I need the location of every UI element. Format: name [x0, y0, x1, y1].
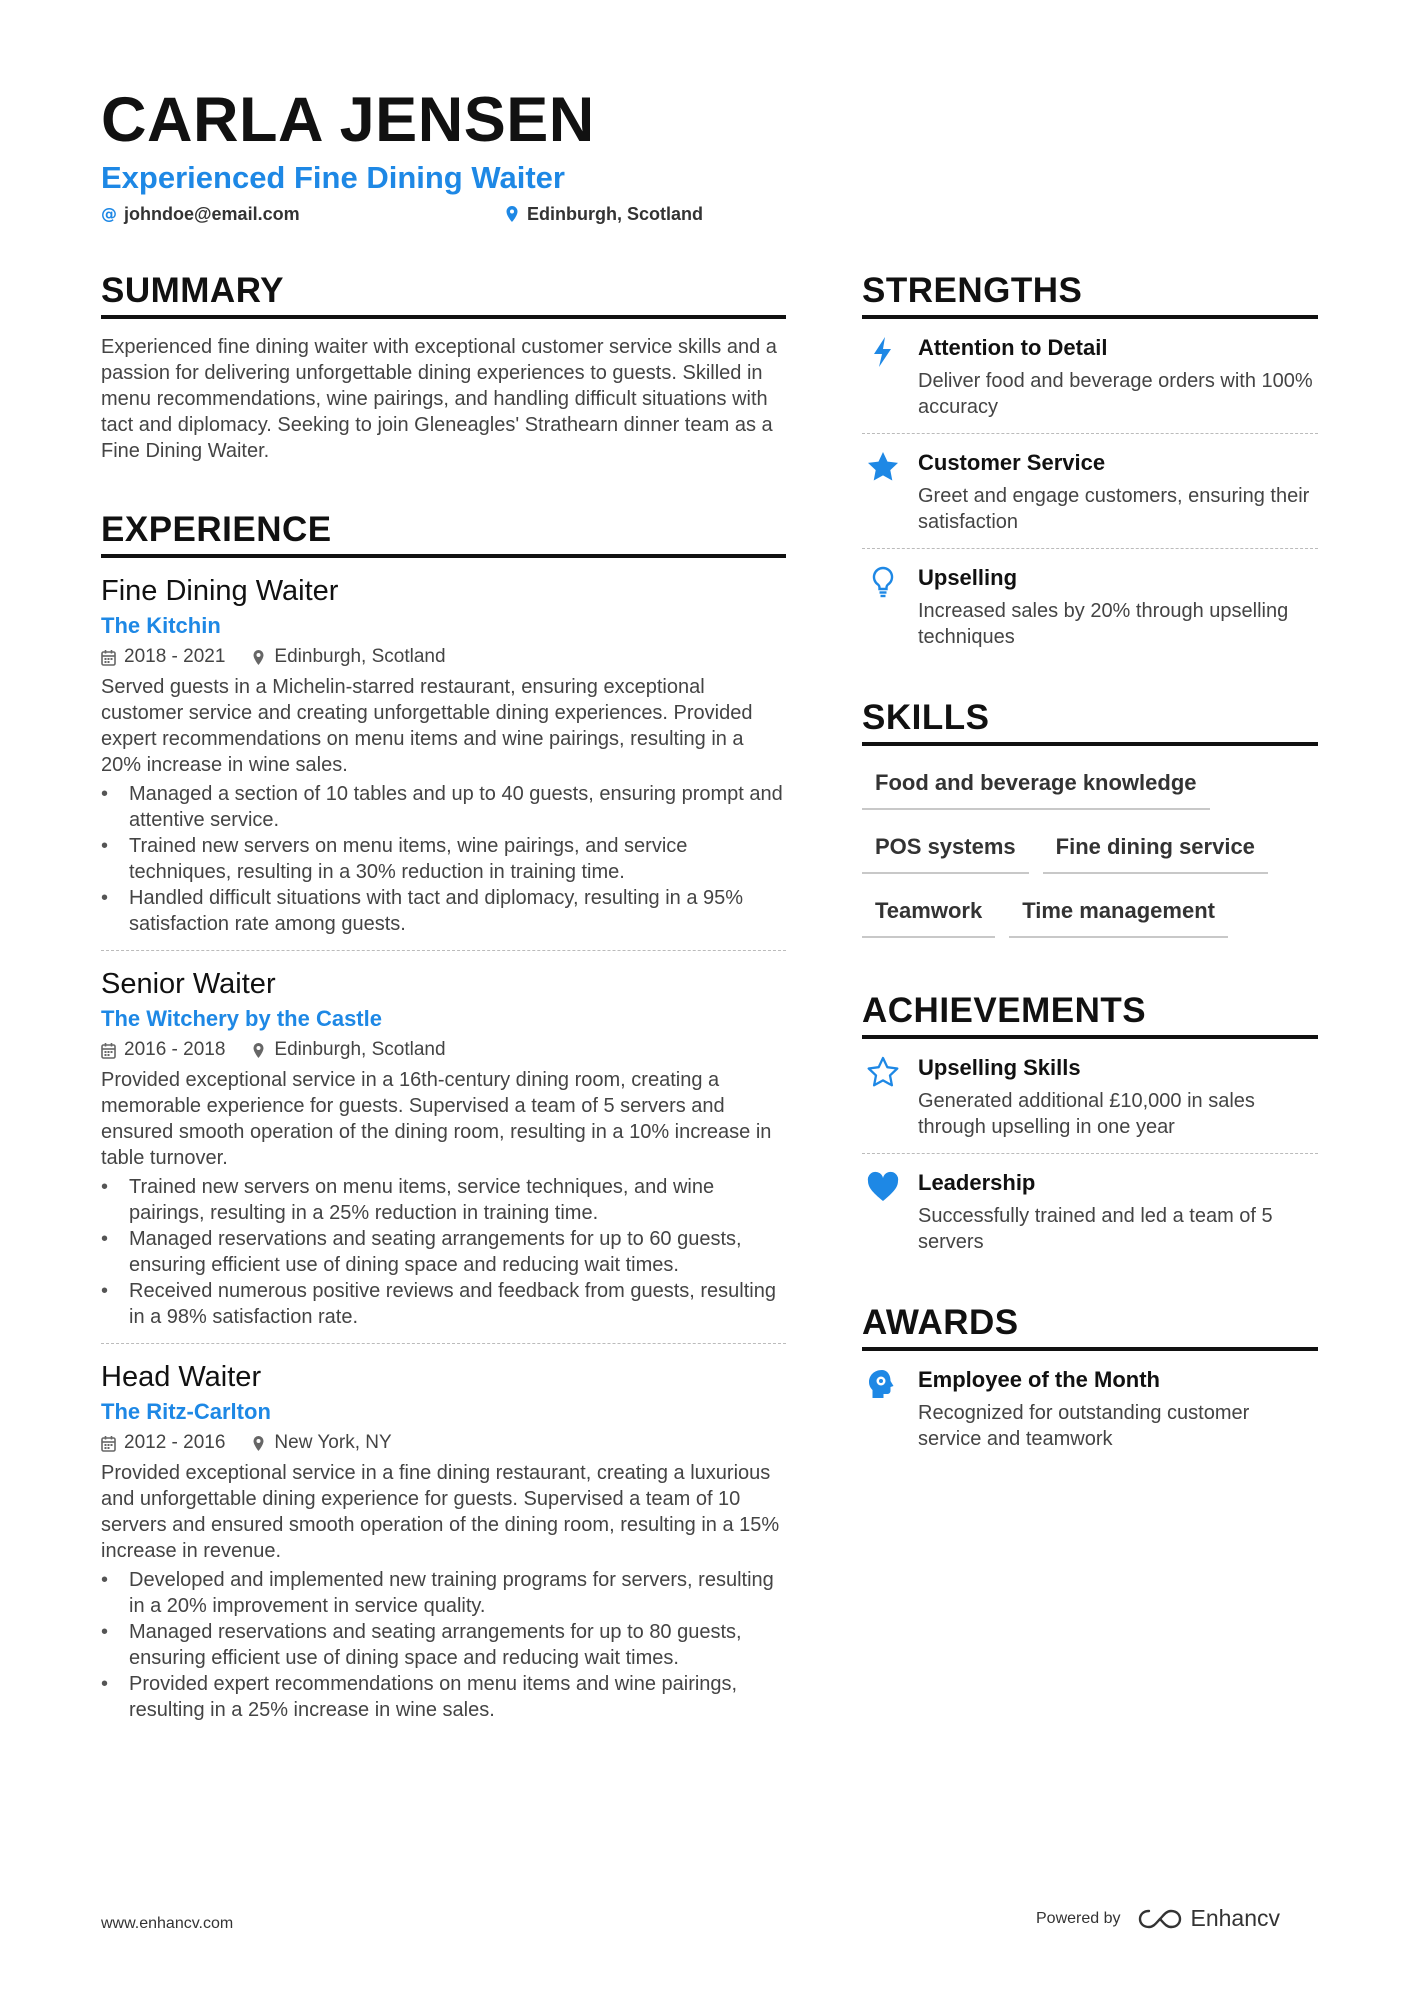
job-company: The Witchery by the Castle [101, 1006, 382, 1031]
location-pin-icon [251, 1042, 266, 1059]
head-idea-icon [866, 1367, 900, 1401]
lightning-icon [866, 335, 900, 369]
strength-item [862, 549, 1318, 663]
job-dates: 2016 - 2018 [124, 1039, 226, 1060]
skill-tag: Time management [1009, 888, 1228, 938]
strength-item [862, 319, 1318, 434]
strengths-heading: STRENGTHS [862, 270, 1318, 319]
awards-list [862, 1351, 1318, 1465]
job-bullet: • Managed reservations and seating arrangements for up to 60 guests, ensuring efficient use of dining space and reducing wait times. [101, 1226, 786, 1278]
job-bullet: • Provided expert recommendations on menu items and wine pairings, resulting in a 25% increase in wine sales. [101, 1671, 786, 1723]
job-title: Head Waiter [101, 1361, 262, 1393]
job-meta [101, 1037, 786, 1063]
svg-text:@: @ [101, 205, 117, 223]
footer-website[interactable]: www.enhancv.com [101, 1915, 234, 1932]
job-bullet: • Received numerous positive reviews and feedback from guests, resulting in a 98% satisfaction rate. [101, 1278, 786, 1330]
powered-by-text: Powered by [1036, 1909, 1121, 1927]
job-description: Provided exceptional service in a 16th-century dining room, creating a memorable experience for guests. Supervised a team of 5 servers and ensured smooth operation of the dining room, resulting in a 10% increase in table turnover. [101, 1069, 772, 1169]
skill-tag: POS systems [862, 824, 1029, 874]
job-description: Provided exceptional service in a fine dining restaurant, creating a luxurious and unforgettable dining experience for guests. Supervised a team of 10 servers and ensured smooth operation of the dining room, resulting in a 15% increase in revenue. [101, 1462, 780, 1562]
achievements-list [862, 1039, 1318, 1268]
strength-title: Attention to Detail [918, 335, 1108, 360]
heart-icon [866, 1170, 900, 1204]
job-entry [101, 1344, 786, 1736]
job-bullets [101, 781, 786, 937]
strength-title: Upselling [918, 565, 1018, 590]
strength-text: Greet and engage customers, ensuring their satisfaction [918, 485, 1310, 533]
location-pin-icon [504, 205, 520, 223]
lightbulb-icon [866, 565, 900, 599]
at-icon [101, 205, 117, 223]
award-text: Recognized for outstanding customer service and teamwork [918, 1402, 1250, 1450]
skills-list [862, 760, 1318, 952]
right-column [862, 270, 1318, 1465]
job-entry [101, 951, 786, 1344]
achievement-title: Leadership [918, 1170, 1036, 1195]
job-location: Edinburgh, Scotland [274, 1039, 446, 1060]
enhancv-logo-icon [1137, 1907, 1183, 1931]
job-location: New York, NY [274, 1432, 392, 1453]
left-column [101, 270, 786, 1736]
strength-title: Customer Service [918, 450, 1106, 475]
contact-email[interactable] [101, 202, 300, 226]
strength-text: Increased sales by 20% through upselling techniques [918, 600, 1289, 648]
job-bullet: • Trained new servers on menu items, wine pairings, and service techniques, resulting in a 30% reduction in training time. [101, 833, 786, 885]
achievements-heading: ACHIEVEMENTS [862, 990, 1318, 1039]
calendar-icon [101, 1042, 116, 1059]
star-outline-icon [866, 1055, 900, 1089]
enhancv-logo[interactable] [1137, 1905, 1281, 1932]
candidate-name: CARLA JENSEN [101, 85, 595, 155]
job-bullet: • Managed a section of 10 tables and up to 40 guests, ensuring prompt and attentive service. [101, 781, 786, 833]
email-text: johndoe@email.com [124, 204, 300, 224]
strength-item [862, 434, 1318, 549]
job-bullet: • Developed and implemented new training programs for servers, resulting in a 20% improvement in service quality. [101, 1567, 786, 1619]
candidate-title: Experienced Fine Dining Waiter [101, 160, 565, 195]
job-bullet: • Handled difficult situations with tact and diplomacy, resulting in a 95% satisfaction rate among guests. [101, 885, 786, 937]
job-meta [101, 644, 786, 670]
location-pin-icon [251, 1435, 266, 1452]
summary-heading: SUMMARY [101, 270, 786, 319]
footer-branding [1036, 1905, 1280, 1932]
strengths-list [862, 319, 1318, 663]
job-bullet: • Managed reservations and seating arrangements for up to 80 guests, ensuring efficient use of dining space and reducing wait times. [101, 1619, 786, 1671]
location-pin-icon [251, 649, 266, 666]
experience-list [101, 558, 786, 1736]
job-bullets [101, 1567, 786, 1723]
calendar-icon [101, 649, 116, 666]
skills-heading: SKILLS [862, 697, 1318, 746]
star-filled-icon [866, 450, 900, 484]
job-meta [101, 1430, 786, 1456]
job-dates: 2012 - 2016 [124, 1432, 226, 1453]
location-text: Edinburgh, Scotland [527, 204, 703, 224]
job-location: Edinburgh, Scotland [274, 646, 446, 667]
contact-location [504, 202, 703, 226]
skill-tag: Fine dining service [1043, 824, 1268, 874]
job-title: Fine Dining Waiter [101, 575, 339, 607]
achievement-item [862, 1154, 1318, 1268]
skill-tag: Food and beverage knowledge [862, 760, 1210, 810]
brand-name: Enhancv [1190, 1905, 1281, 1931]
achievement-title: Upselling Skills [918, 1055, 1081, 1080]
achievement-text: Successfully trained and led a team of 5 servers [918, 1205, 1273, 1253]
experience-heading: EXPERIENCE [101, 509, 786, 558]
job-entry [101, 558, 786, 951]
job-company: The Ritz-Carlton [101, 1399, 271, 1424]
job-company: The Kitchin [101, 613, 221, 638]
award-item [862, 1351, 1318, 1465]
job-bullet: • Trained new servers on menu items, service techniques, and wine pairings, resulting in a 25% reduction in training time. [101, 1174, 786, 1226]
awards-heading: AWARDS [862, 1302, 1318, 1351]
calendar-icon [101, 1435, 116, 1452]
job-dates: 2018 - 2021 [124, 646, 226, 667]
achievement-text: Generated additional £10,000 in sales through upselling in one year [918, 1090, 1255, 1138]
skill-tag: Teamwork [862, 888, 995, 938]
job-description: Served guests in a Michelin-starred restaurant, ensuring exceptional customer service and creating unforgettable dining experiences. Provided expert recommendations on menu items and wine pairings, resulting in a 20% increase in wine sales. [101, 676, 753, 776]
achievement-item [862, 1039, 1318, 1154]
summary-text: Experienced fine dining waiter with exceptional customer service skills and a passion for delivering unforgettable dining experiences to guests. Skilled in menu recommendations, wine pairings, and handling difficult situations with tact and diplomacy. Seeking to join Gleneagles' Strathearn dinner team as a Fine Dining Waiter. [101, 336, 777, 462]
award-title: Employee of the Month [918, 1367, 1160, 1392]
job-title: Senior Waiter [101, 968, 276, 1000]
job-bullets [101, 1174, 786, 1330]
strength-text: Deliver food and beverage orders with 100% accuracy [918, 370, 1313, 418]
